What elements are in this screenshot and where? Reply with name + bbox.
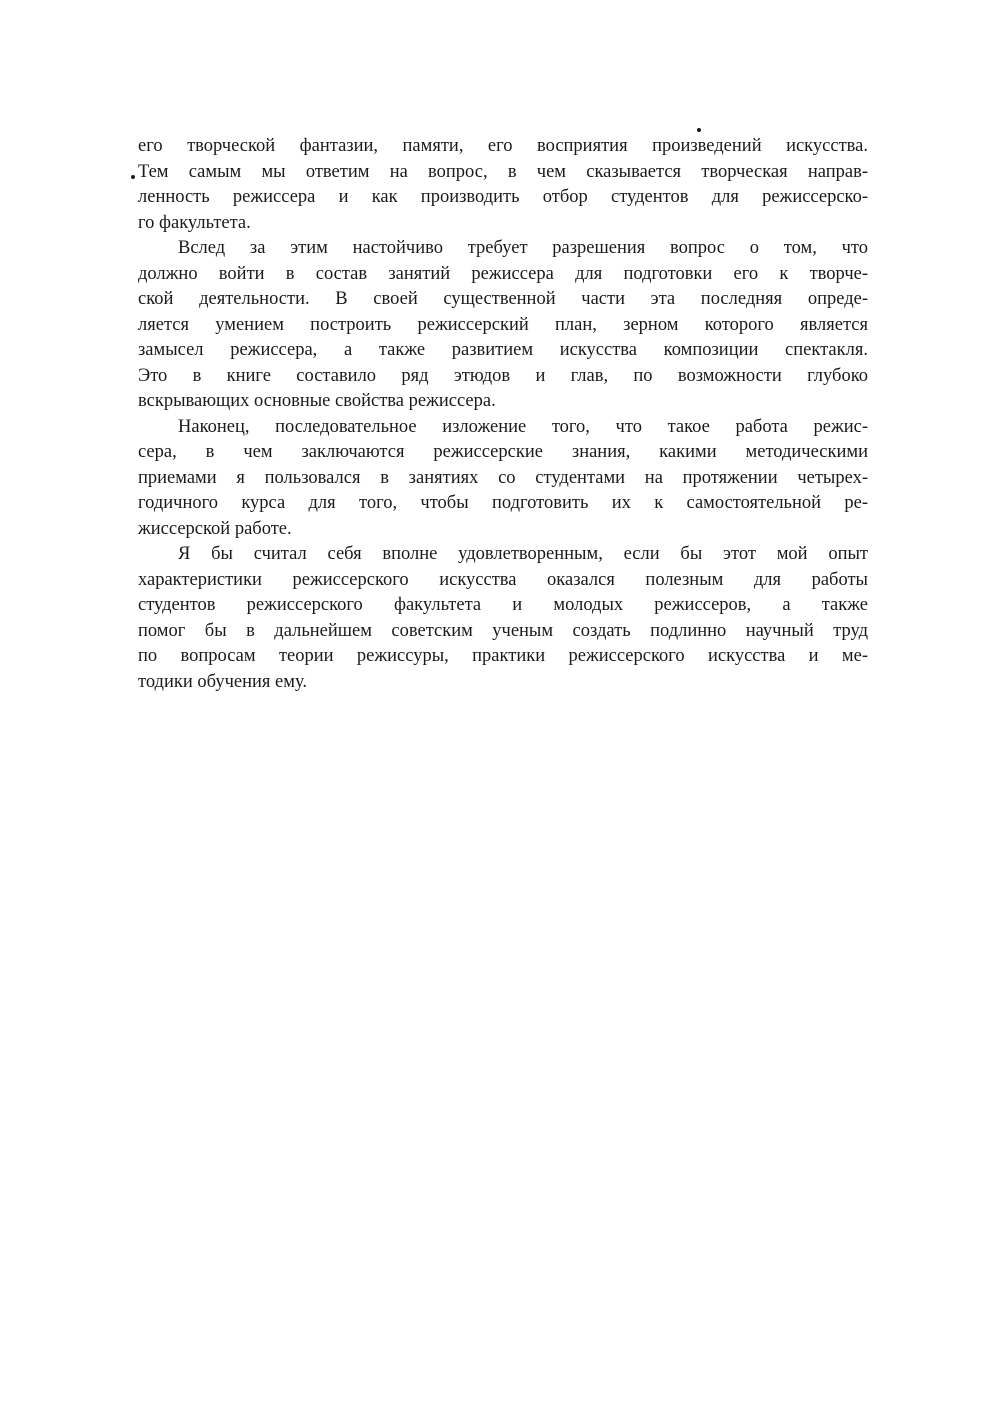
text-line: характеристики режиссерского искусства оказался полезным для работы [138,569,868,590]
text-line: тодики обучения ему. [138,671,307,692]
body-text [138,134,868,695]
ink-speck [697,128,701,132]
text-line: жиссерской работе. [138,518,292,539]
text-line: приемами я пользовался в занятиях со студентами на протяжении четырех- [138,467,868,488]
paragraph-2 [138,236,868,415]
text-line: Наконец, последовательное изложение того, что такое работа режис- [178,416,868,437]
text-line: Тем самым мы ответим на вопрос, в чем сказывается творческая направ- [138,161,868,182]
text-line: ской деятельности. В своей существенной части эта последняя опреде- [138,289,868,309]
text-line: должно войти в состав занятий режиссера для подготовки его к творче- [138,263,868,284]
text-line: Вслед за этим настойчиво требует разрешения вопрос о том, что [178,238,868,258]
text-line: ляется умением построить режиссерский план, зерном которого является [138,314,868,335]
paragraph-3 [138,415,868,543]
text-line: его творческой фантазии, памяти, его восприятия произведений искусства. [138,136,868,156]
text-line: по вопросам теории режиссуры, практики режиссерского искусства и ме- [138,646,868,666]
paragraph-4 [138,542,868,695]
text-line: годичного курса для того, чтобы подготовить их к самостоятельной ре- [138,493,868,513]
text-line: го факультета. [138,212,251,233]
text-line: вскрывающих основные свойства режиссера. [138,391,496,411]
text-line: студентов режиссерского факультета и молодых режиссеров, а также [138,595,868,615]
text-line: сера, в чем заключаются режиссерские знания, какими методическими [138,442,868,462]
paragraph-1 [138,134,868,236]
text-line: замысел режиссера, а также развитием искусства композиции спектакля. [138,340,868,360]
text-line: Это в книге составило ряд этюдов и глав, по возможности глубоко [138,365,868,386]
text-line: Я бы считал себя вполне удовлетворенным, если бы этот мой опыт [178,544,868,564]
text-line: помог бы в дальнейшем советским ученым создать подлинно научный труд [138,620,868,641]
text-line: ленность режиссера и как производить отбор студентов для режиссерско- [138,187,868,207]
ink-speck [131,175,135,179]
